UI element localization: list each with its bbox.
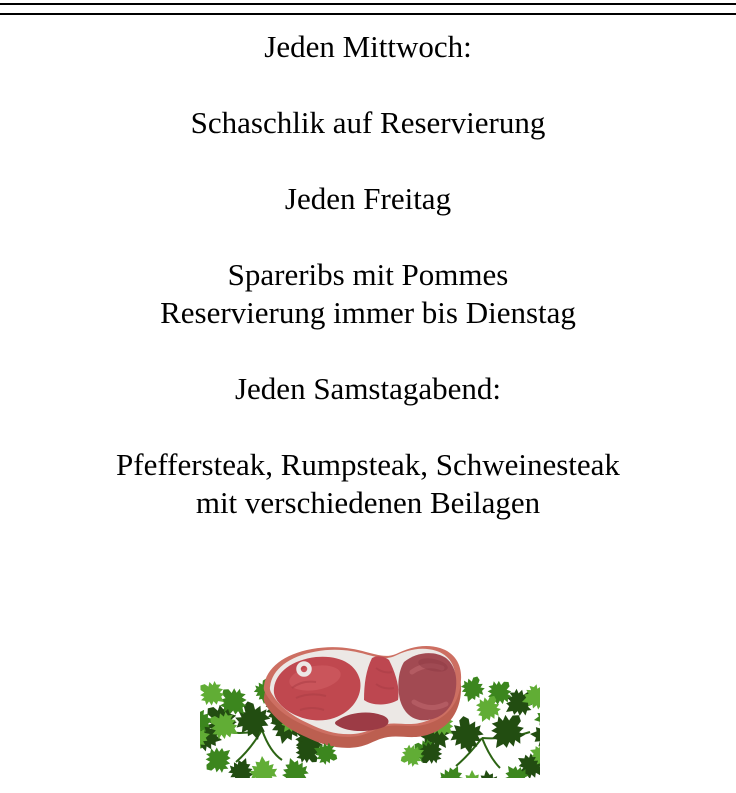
parsley-leaf: [433, 760, 470, 778]
menu-line-wednesday-heading: Jeden Mittwoch:: [264, 29, 472, 64]
menu-text: [0, 28, 736, 522]
top-double-rule-line-1: [0, 3, 736, 5]
parsley-leaf: [447, 713, 487, 757]
menu-line-friday-heading: Jeden Freitag: [284, 181, 452, 216]
menu-line-steaks: Pfeffersteak, Rumpsteak, Schweinesteak: [116, 447, 620, 482]
top-double-rule-line-2: [0, 13, 736, 15]
parsley-leaf: [529, 719, 540, 751]
menu-line-schaschlik: Schaschlik auf Reservierung: [190, 105, 546, 140]
menu-line-reservierung: Reservierung immer bis Dienstag: [160, 295, 576, 330]
menu-line-spareribs: Spareribs mit Pommes: [227, 257, 509, 292]
menu-line-beilagen: mit verschiedenen Beilagen: [195, 485, 541, 520]
steak-parsley-illustration: [200, 638, 540, 778]
menu-para-spareribs: [0, 256, 736, 332]
menu-line-saturday-heading: Jeden Samstagabend:: [234, 371, 501, 406]
parsley-leaf: [248, 755, 279, 778]
menu-para-steaks: [0, 446, 736, 522]
